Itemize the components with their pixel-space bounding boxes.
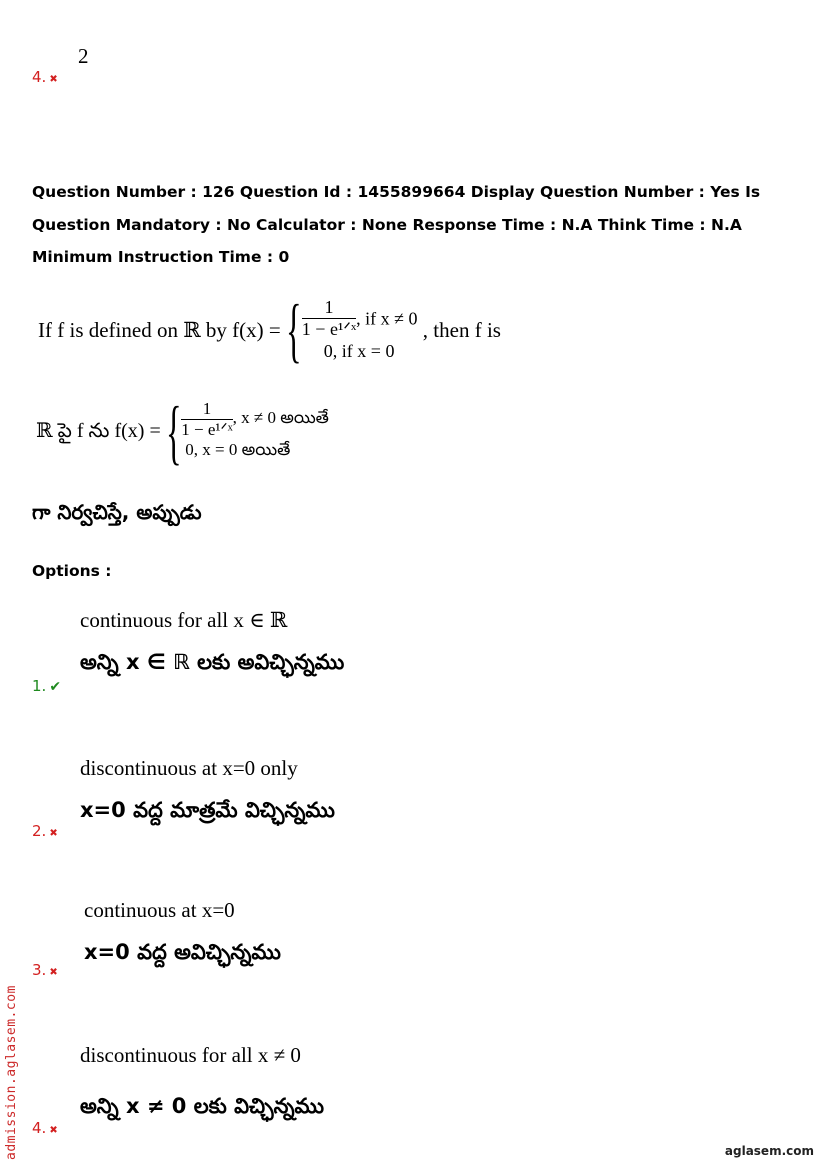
prev-option-value: 2 (78, 44, 89, 68)
option-3-number (32, 961, 58, 979)
option-1-english: continuous for all x ∈ ℝ (80, 608, 288, 632)
piecewise-cases (181, 400, 329, 464)
option-3-telugu: x=0 వద్ద అవిచ్ఛిన్నము (84, 940, 281, 964)
brace-icon: { (285, 290, 302, 370)
question-telugu (36, 392, 329, 472)
option-1-telugu: అన్ని x ∈ ℝ లకు అవిచ్ఛిన్నము (80, 650, 345, 674)
fraction (302, 298, 356, 340)
question-te-prefix: ℝ పై f ను f(x) = (36, 419, 161, 442)
side-watermark: admission.aglasem.com (4, 985, 19, 1160)
option-1-number (32, 677, 61, 695)
wrong-mark-icon: ✖ (49, 74, 58, 85)
option-number: 1. (32, 677, 47, 695)
wrong-mark-icon: ✖ (49, 828, 58, 839)
question-en-suffix: , then f is (422, 317, 501, 342)
question-telugu-line2: గా నిర్వచిస్తే, అప్పుడు (32, 500, 202, 524)
option-2-english: discontinuous at x=0 only (80, 756, 298, 780)
case-1 (181, 400, 329, 440)
fraction-denominator: 1 − e¹ᐟˣ (181, 419, 233, 439)
option-number: 4. (32, 1119, 47, 1137)
brace-icon: { (165, 392, 182, 472)
fraction-numerator: 1 (181, 400, 232, 420)
case-1-condition: , if x ≠ 0 (356, 309, 418, 329)
check-mark-icon: ✔ (49, 679, 62, 695)
option-2-number (32, 822, 58, 840)
prev-option-number (32, 68, 58, 86)
option-number: 2. (32, 822, 47, 840)
case-1 (302, 298, 418, 340)
case-1-condition: , x ≠ 0 అయితే (232, 408, 329, 427)
question-english (38, 290, 501, 370)
question-en-prefix: If f is defined on ℝ by f(x) = (38, 317, 281, 342)
wrong-mark-icon: ✖ (49, 967, 58, 978)
option-3-english: continuous at x=0 (84, 898, 235, 922)
footer-brand: aglasem.com (724, 1144, 814, 1158)
case-2: 0, if x = 0 (323, 340, 395, 361)
fraction-numerator: 1 (302, 298, 356, 319)
options-label: Options : (32, 562, 112, 580)
wrong-mark-icon: ✖ (49, 1125, 58, 1136)
case-2: 0, x = 0 అయితే (185, 440, 291, 460)
fraction-denominator: 1 − e¹ᐟˣ (301, 319, 357, 340)
question-meta: Question Number : 126 Question Id : 1455899664 Display Question Number : Yes Is Question Mandatory : No Calculator : None Response Time : N.A Think Time : N.A Minimum Instruction Time : 0 (32, 183, 761, 266)
option-number: 3. (32, 961, 47, 979)
option-2-telugu: x=0 వద్ద మాత్రమే విచ్ఛిన్నము (80, 798, 335, 822)
option-number: 4. (32, 68, 47, 86)
fraction (181, 400, 232, 440)
piecewise-cases (302, 298, 418, 361)
option-4-telugu: అన్ని x ≠ 0 లకు విచ్ఛిన్నము (80, 1094, 325, 1118)
option-4-english: discontinuous for all x ≠ 0 (80, 1043, 301, 1067)
option-4-number (32, 1119, 58, 1137)
